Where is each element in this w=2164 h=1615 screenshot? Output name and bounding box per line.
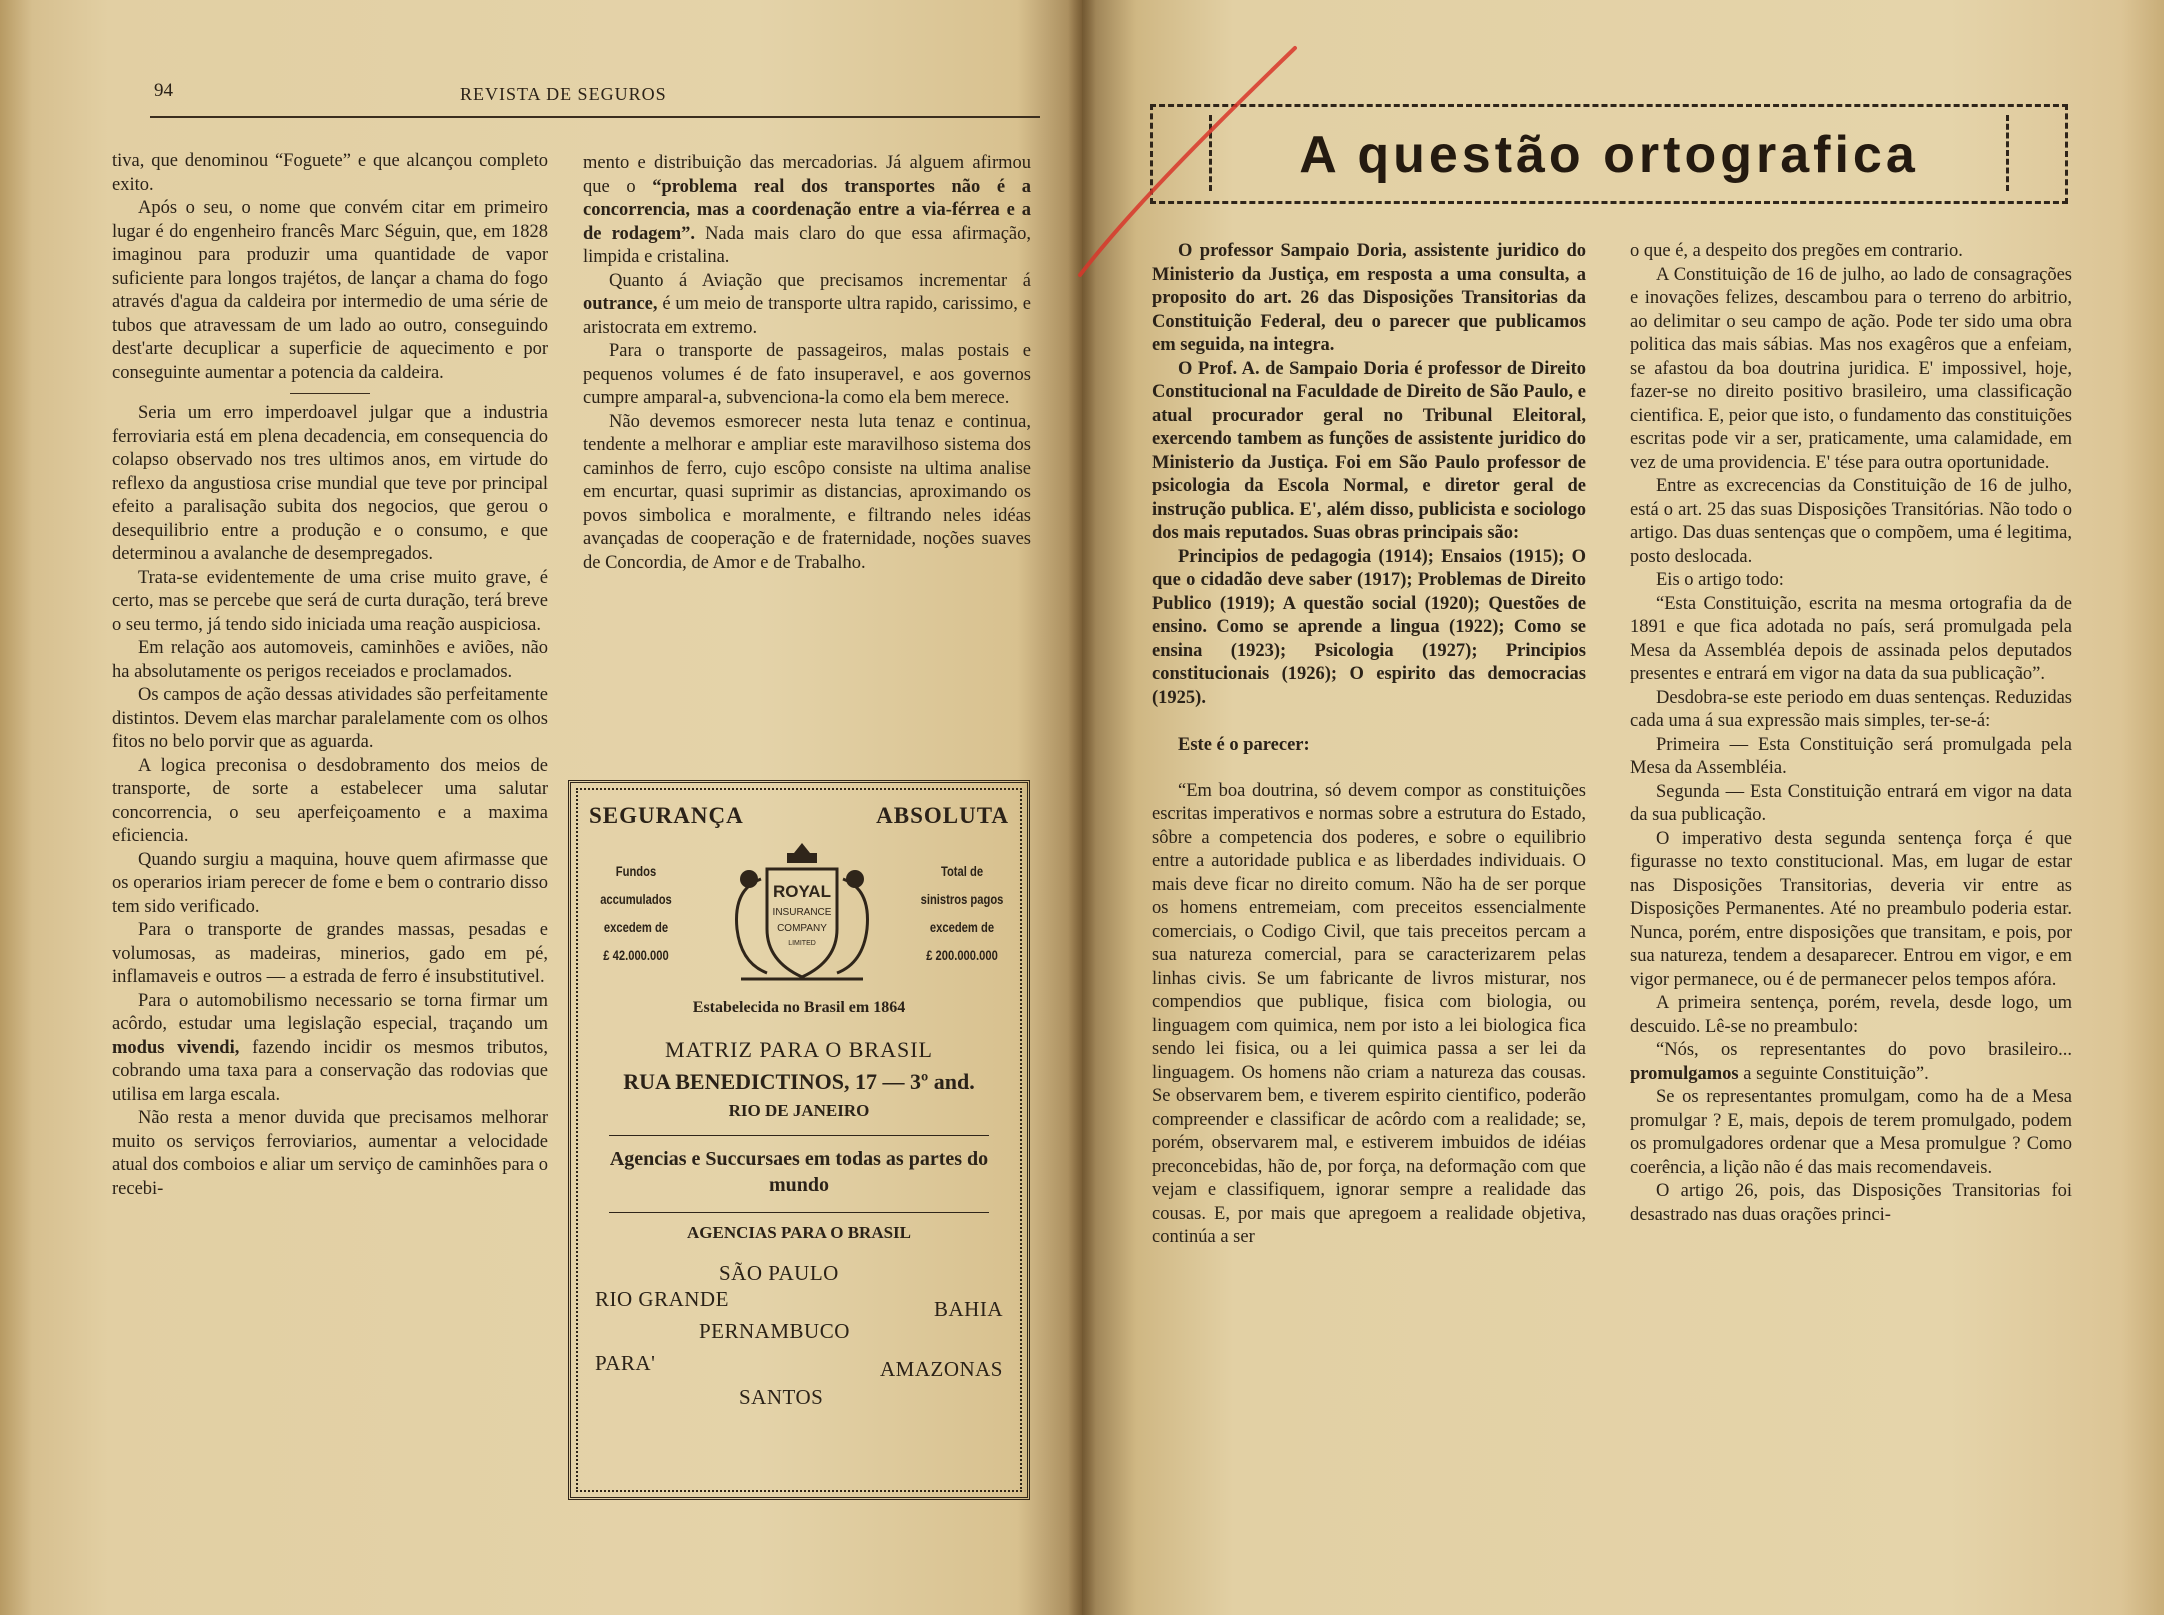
paragraph: Os campos de ação dessas atividades são perfeitamente distintos. Devem elas marchar paralelamente com os olhos fitos no belo porvir que as aguarda.	[112, 685, 548, 752]
paragraph: Após o seu, o nome que convém citar em primeiro lugar é do engenheiro francês Marc Séguin, que, em 1828 imaginou para produzir uma quantidade de vapor suficiente para longos trajétos, de lançar a chama do fogo através d'agua da caldeira por intermedio de uma série de tubos que atravessam de um lado ao outro, conseguindo dest'arte decuplicar a superficie de aquecimento e por conseguinte aumentar a potencia da caldeira.	[112, 198, 548, 383]
svg-text:LIMITED: LIMITED	[788, 940, 816, 947]
ad-line: £ 42.000.000	[603, 947, 669, 963]
text-run: Para o automobilismo necessario se torna firmar um acôrdo, estudar uma legislação especial, traçando um	[112, 990, 548, 1034]
paragraph: O Prof. A. de Sampaio Doria é professor de Direito Constitucional na Faculdade de Direito de São Paulo, e atual procurador geral no Tribunal Eleitoral, exercendo tambem as funções de assistente juridico do Ministerio da Justiça. Foi em São Paulo professor de psicologia da Escola Normal, e diretor geral de instrução publica. E', além disso, publicista e sociologo dos mais reputados. Suas obras principais são:	[1152, 358, 1586, 543]
running-head: REVISTA DE SEGUROS	[460, 84, 667, 104]
paragraph: “Esta Constituição, escrita na mesma ortografia da de 1891 e que fica adotada no país, será promulgada pela Mesa da Assembléa depois de assinada pelos deputados presentes e entrará em vigor na data da sua publicação”.	[1630, 593, 2072, 684]
paragraph: Não devemos esmorecer nesta luta tenaz e continua, tendente a melhorar e ampliar este maravilhoso sistema dos caminhos de ferro, cujo escôpo consiste na ultima analise em encurtar, quasi suprimir as distancias, aproximando os povos simbolica e moralmente, e filtrando neles idéas avançadas de cooperação e de fraternidade, noções suaves de Concordia, de Amor e de Trabalho.	[583, 411, 1031, 573]
paragraph: Não resta a menor duvida que precisamos melhorar muito os serviços ferroviarios, aumentar a velocidade atual dos comboios e aliar um serviço de caminhões para o recebi-	[112, 1108, 548, 1199]
ad-line: sinistros pagos	[920, 891, 1004, 907]
ad-headline	[589, 799, 1009, 839]
paragraph: tiva, que denominou “Foguete” e que alcançou completo exito.	[112, 151, 548, 195]
ad-divider	[609, 1212, 989, 1213]
ad-address: RUA BENEDICTINOS, 17 — 3º and.	[623, 1069, 975, 1094]
text-run: fazendo incidir os mesmos tributos, cobrando uma taxa para a conservação das rodovias que utilisa em larga escala.	[112, 1037, 548, 1105]
text-run: a seguinte Constituição”.	[1743, 1063, 1929, 1084]
ad-headline-left: SEGURANÇA	[589, 803, 744, 828]
paragraph: Para o transporte de passageiros, malas postais e pequenos volumes é de fato insuperavel, e aos governos cumpre amparal-a, subvenciona-la como ela bem merece.	[583, 341, 1031, 408]
ad-city-name: RIO GRANDE	[595, 1287, 729, 1311]
section-heading: Este é o parecer:	[1178, 735, 1310, 755]
article-title-box	[1150, 104, 2068, 204]
paragraph: Entre as excrecencias da Constituição de 16 de julho, está o art. 25 das suas Disposições Transitórias. Não todo o artigo. Das duas sentenças que o compõem, uma é legitima, posto deslocada.	[1630, 476, 2072, 567]
paragraph: O professor Sampaio Doria, assistente juridico do Ministerio da Justiça, em resposta a uma consulta, a proposito do art. 26 das Disposições Transitorias da Constituição Federal, deu o parecer que publicamos em seguida, na integra.	[1152, 241, 1586, 355]
ad-claims-text	[918, 857, 1006, 969]
ad-crest-row	[589, 839, 1009, 989]
bold-phrase: modus vivendi,	[112, 1037, 240, 1058]
paragraph: Eis o artigo todo:	[1656, 570, 1784, 590]
paragraph	[583, 270, 1031, 341]
svg-text:INSURANCE: INSURANCE	[772, 907, 832, 918]
ad-agencies-header: AGENCIAS PARA O BRASIL	[686, 1223, 912, 1242]
svg-text:ROYAL: ROYAL	[773, 882, 831, 901]
text-run: é um meio de transporte ultra rapido, carissimo, e aristocrata em extremo.	[583, 294, 1031, 338]
ad-city-name: SÃO PAULO	[719, 1261, 839, 1285]
section-divider	[290, 393, 370, 394]
paragraph: A primeira sentença, porém, revela, desde logo, um descuido. Lê-se no preambulo:	[1630, 993, 2072, 1037]
svg-text:COMPANY: COMPANY	[777, 923, 827, 934]
ad-funds-text	[592, 857, 680, 969]
ad-city-name: AMAZONAS	[879, 1357, 1003, 1381]
ad-city-name: PERNAMBUCO	[699, 1319, 850, 1343]
paragraph: Para o transporte de grandes massas, pesadas e volumosas, as madeiras, minerios, gado em pé, inflamaveis e outros — a estrada de ferro é insubstitutivel.	[112, 920, 548, 987]
ad-line: excedem de	[929, 919, 995, 935]
paragraph: A logica preconisa o desdobramento dos meios de transporte, de sorte a estabelecer uma salutar concorrencia, o seu aperfeiçoamento e a maxima eficiencia.	[112, 755, 548, 846]
paragraph: Quando surgiu a maquina, houve quem afirmasse que os operarios iriam perecer de fome e bem o contrario disso tem sido verificado.	[112, 849, 548, 917]
ad-line: Fundos	[615, 863, 657, 879]
ad-city-name: SANTOS	[739, 1385, 824, 1409]
ad-matriz: MATRIZ PARA O BRASIL	[665, 1037, 933, 1062]
title-inner-frame	[1209, 115, 2009, 191]
page-number: 94	[154, 80, 173, 101]
bold-phrase: promulgamos	[1630, 1063, 1739, 1084]
page-header	[150, 80, 1040, 118]
paragraph: Desdobra-se este periodo em duas sentenças. Reduzidas cada uma á sua expressão mais simples, ter-se-á:	[1630, 687, 2072, 731]
paragraph: Trata-se evidentemente de uma crise muito grave, é certo, mas se percebe que será de curta duração, terá breve o seu termo, já tendo sido iniciada uma reação auspiciosa.	[112, 567, 548, 635]
paragraph: O imperativo desta segunda sentença força é que figurasse no texto constitucional. Mas, em lugar de estar nas Disposições Transitorias, deveria vir entre as Disposições Permanentes. Até no preambulo poderia estar. Nunca, porém, entre disposições que transitam, e pois, por sua natureza, tendem a desaparecer. Entrou em vigor, e em vigor permanece, ou é de permanecer pelos tempos afóra.	[1630, 828, 2072, 990]
text-run: Quanto á Aviação que precisamos incrementar á	[609, 270, 1031, 291]
article-title: A questão ortografica	[1299, 126, 1919, 184]
paragraph: A Constituição de 16 de julho, ao lado de consagrações e inovações felizes, descambou para o terreno do arbitrio, ao delimitar o seu campo de ação. Pode ter sido uma obra politica das mais sábias. Mas nos exagêros que a enfeiam, se afastou da boa doutrina juridica. E' impossivel, hoje, fazer-se no direito positivo brasileiro, uma classificação cientifica. E, peior que isto, o fundamento das constituições escritas pode vir a ser, praticamente, uma calamidade, em vez de uma providencia. E' tése para outra oportunidade.	[1630, 264, 2072, 473]
paragraph: Se os representantes promulgam, como ha de a Mesa promulgar ? E, mais, depois de terem promulgado, podem os promulgadores ordenar que a Mesa promulgue ? Como coerência, a lição não é das mais recomendaveis.	[1630, 1087, 2072, 1178]
text-run: mento e distribuição das mercadorias. Já alguem afirmou que o	[583, 153, 1031, 197]
ad-headline-right: ABSOLUTA	[876, 803, 1009, 828]
ad-divider	[609, 1135, 989, 1136]
paragraph	[583, 152, 1031, 270]
ad-line: excedem de	[603, 919, 669, 935]
insurance-advertisement	[568, 780, 1030, 1500]
left-column-2	[583, 152, 1031, 575]
right-column-2	[1630, 240, 2072, 1227]
ad-city: RIO DE JANEIRO	[728, 1101, 870, 1120]
ad-line: Total de	[940, 863, 984, 879]
paragraph: O artigo 26, pois, das Disposições Transitorias foi desastrado nas duas orações princi-	[1630, 1181, 2072, 1225]
paragraph: Em relação aos automoveis, caminhões e aviões, não ha absolutamente os perigos receiados e proclamados.	[112, 638, 548, 682]
ad-agencies: Agencias e Succursaes em todas as partes do mundo	[609, 1148, 989, 1196]
left-column-1	[112, 150, 548, 1201]
text-run: Nada mais claro do que essa afirmação, limpida e cristalina.	[583, 223, 1031, 267]
paragraph	[1630, 1039, 2072, 1086]
paragraph: “Em boa doutrina, só devem compor as constituições escritas imperativos e normas sobre a estrutura do Estado, sôbre a competencia dos poderes, e sobre o equilibrio entre a autoridade publica e as liberdades individuais. O mais deve ficar no direito comum. Não ha de ser porque os homens entremeiam, com preceitos essencialmente comerciais, o Codigo Civil, que tais preceitos percam a sua natureza comercial, para se caracterizarem pelas linhas civis. Se um fabricante de livros misturar, nos compendios que publique, fisica com biologia, ou linguagem com quimica, nem por isto a lei biologica fica sendo lei fisica, ou a lei quimica passa a ser lei da linguagem. Os homens não criam a natureza das cousas. Se observarem bem, e tiverem espirito cientifico, poderão compreender e classificar de acôrdo com a realidade; se, porém, observarem mal, e estiverem imbuidos de idéias preconcebidas, hão de, por força, na deformação com que vejam e classifiquem, ignorar sempre a realidade das cousas. E, por mais que apregoem a realidade objetiva, continúa a ser	[1152, 780, 1586, 1247]
paragraph: Segunda — Esta Constituição entrará em vigor na data da sua publicação.	[1630, 781, 2072, 825]
ad-established: Estabelecida no Brasil em 1864	[692, 999, 906, 1016]
royal-insurance-crest-logo	[721, 839, 883, 989]
right-column-1	[1152, 240, 1586, 1250]
bold-phrase: “problema real dos transportes não é a concorrencia, mas a coordenação entre a via-férrea e a de rodagem”.	[583, 176, 1031, 244]
paragraph	[112, 990, 548, 1108]
ad-line: £ 200.000.000	[926, 947, 998, 963]
paragraph: Seria um erro imperdoavel julgar que a industria ferroviaria está em plena decadencia, em consequencia do colapso observado nos tres ultimos anos, em virtude do reflexo da angustiosa crise mundial que teve por principal efeito a paralisação subita dos negocios, que gerou o desequilibrio entre a produção e o consumo, e que determinou a avalanche de desempregados.	[112, 403, 548, 564]
ad-line: accumulados	[600, 891, 672, 907]
ad-city-name: BAHIA	[934, 1297, 1003, 1321]
paragraph: o que é, a despeito dos pregões em contrario.	[1630, 241, 1963, 261]
bold-phrase: outrance,	[583, 294, 658, 314]
ad-city-name: PARA'	[595, 1351, 656, 1375]
paragraph: Principios de pedagogia (1914); Ensaios (1915); O que o cidadão deve saber (1917); Problemas de Direito Publico (1919); A questão social (1920); Questões de ensino. Como se aprende a lingua (1922); Como se ensina (1923); Psicologia (1927); Principios constitucionais (1926); O espirito das democracias (1925).	[1152, 546, 1586, 708]
ad-city-list	[589, 1257, 1009, 1417]
book-gutter	[1068, 0, 1096, 1615]
paragraph: Primeira — Esta Constituição será promulgada pela Mesa da Assembléia.	[1630, 734, 2072, 778]
text-run: “Nós, os representantes do povo brasileiro...	[1656, 1040, 2072, 1060]
